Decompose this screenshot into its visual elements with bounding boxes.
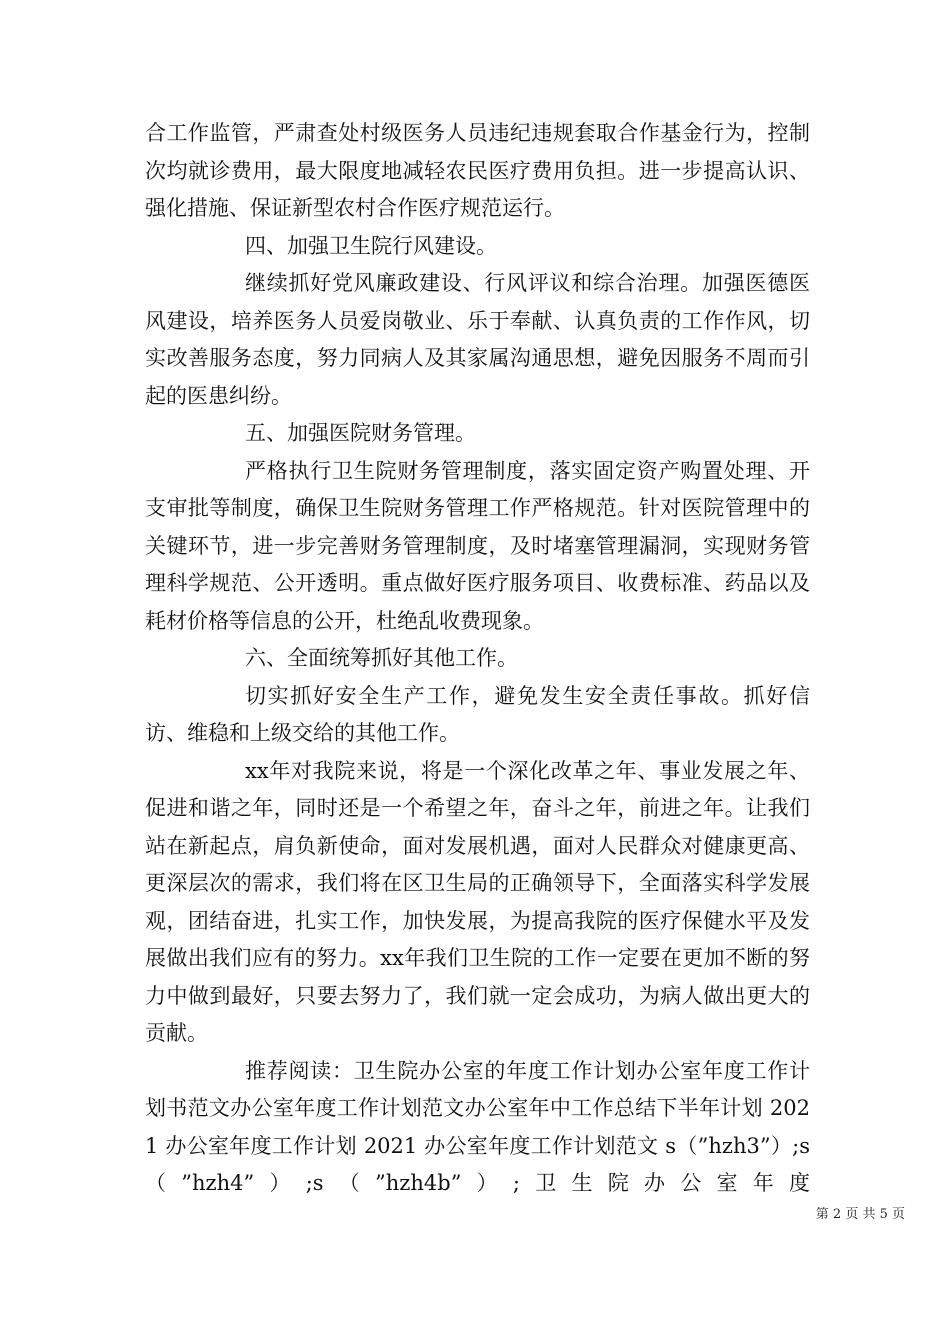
paragraph-outlook: xx年对我院来说，将是一个深化改革之年、事业发展之年、促进和谐之年，同时还是一个希望之年，奋斗之年，前进之年。让我们站在新起点，肩负新使命，面对发展机遇，面对人民群众对健康更高、更深层次的需求，我们将在区卫生局的正确领导下，全面落实科学发展观，团结奋进，扎实工作，加快发展，为提高我院的医疗保健水平及发展做出我们应有的努力。xx年我们卫生院的工作一定要在更加不断的努力中做到最好，只要去努力了，我们就一定会成功，为病人做出更大的贡献。 xyxy=(145,758,810,1045)
document-body xyxy=(145,115,810,1203)
section-heading-5: 五、加强医院财务管理。 xyxy=(245,421,476,445)
paragraph-continuation: 合工作监管，严肃查处村级医务人员违纪违规套取合作基金行为，控制次均就诊费用，最大限度地减轻农民医疗费用负担。进一步提高认识、强化措施、保证新型农村合作医疗规范运行。 xyxy=(145,121,810,220)
section-heading-4: 四、加强卫生院行风建设。 xyxy=(245,233,497,258)
paragraph-section-5: 严格执行卫生院财务管理制度，落实固定资产购置处理、开支审批等制度，确保卫生院财务管理工作严格规范。针对医院管理中的关键环节，进一步完善财务管理制度，及时堵塞管理漏洞，实现财务管理科学规范、公开透明。重点做好医疗服务项目、收费标准、药品以及耗材价格等信息的公开，杜绝乱收费现象。 xyxy=(145,458,810,633)
paragraph-section-4: 继续抓好党风廉政建设、行风评议和综合治理。加强医德医风建设，培养医务人员爱岗敬业、乐于奉献、认真负责的工作作风，切实改善服务态度，努力同病人及其家属沟通思想，避免因服务不周而引起的医患纠纷。 xyxy=(145,271,810,408)
paragraph-recommended-reading: 推荐阅读：卫生院办公室的年度工作计划办公室年度工作计划书范文办公室年度工作计划范文办公室年中工作总结下半年计划 2021 办公室年度工作计划 2021 办公室年度工作计划范文 s（”hzh3”）;s（”hzh4”）;s（”hzh4b”）;卫生院办公室年度 xyxy=(145,1058,810,1195)
section-heading-6: 六、全面统筹抓好其他工作。 xyxy=(245,646,518,670)
page-number: 第 2 页 共 5 页 xyxy=(815,1207,905,1222)
paragraph-section-6: 切实抓好安全生产工作，避免发生安全责任事故。抓好信访、维稳和上级交给的其他工作。 xyxy=(145,683,810,745)
